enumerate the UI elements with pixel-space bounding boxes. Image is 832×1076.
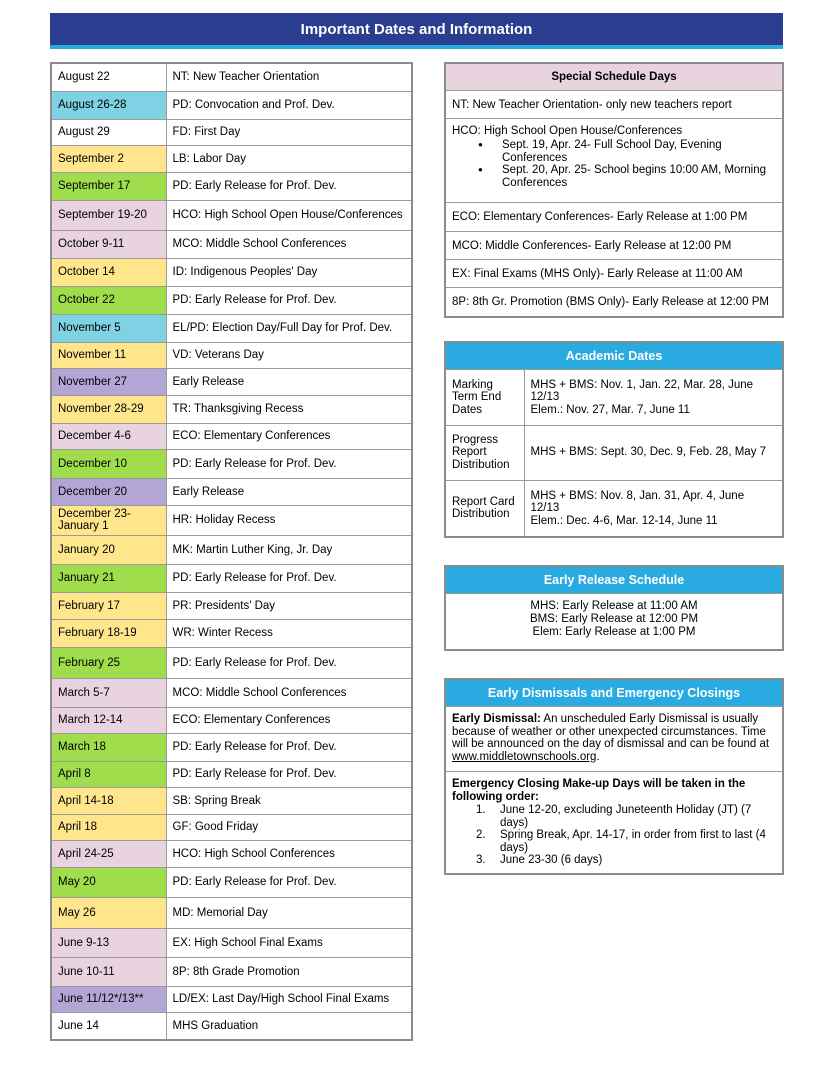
date-cell: February 17 [51, 592, 166, 619]
date-cell: February 18-19 [51, 619, 166, 647]
date-cell: October 9-11 [51, 230, 166, 258]
date-row [51, 761, 412, 787]
event-cell: TR: Thanksgiving Recess [166, 395, 412, 423]
date-cell: April 18 [51, 814, 166, 840]
academic-dates-table [446, 370, 782, 536]
date-cell: June 11/12*/13** [51, 986, 166, 1012]
date-row [51, 449, 412, 478]
academic-row-label: Marking Term End Dates [446, 370, 524, 425]
event-cell: ID: Indigenous Peoples' Day [166, 258, 412, 286]
date-row [51, 286, 412, 314]
date-row [51, 814, 412, 840]
date-cell: September 17 [51, 172, 166, 200]
makeup-days-item [452, 804, 778, 829]
date-row [51, 91, 412, 119]
makeup-days-list [452, 804, 778, 867]
early-dismissal-paragraph [452, 713, 778, 763]
event-cell: HCO: High School Conferences [166, 840, 412, 867]
event-cell: HCO: High School Open House/Conferences [166, 200, 412, 230]
event-cell: PD: Early Release for Prof. Dev. [166, 564, 412, 592]
event-cell: ECO: Elementary Conferences [166, 423, 412, 449]
special-hco-label: HCO: High School Open House/Conferences [452, 125, 683, 137]
makeup-days-item [452, 829, 778, 854]
special-nt: NT: New Teacher Orientation- only new teachers report [446, 91, 782, 119]
date-row [51, 647, 412, 678]
early-dismissals-panel [444, 678, 784, 875]
date-row [51, 423, 412, 449]
date-row [51, 707, 412, 733]
date-cell: August 29 [51, 119, 166, 145]
event-cell: MD: Memorial Day [166, 897, 412, 928]
early-dismissal-text: An unscheduled Early Dismissal is usually because of weather or other unexpected circumstances. Time will be announced on the day of dismissal and can be found at [452, 713, 770, 750]
event-cell: PD: Early Release for Prof. Dev. [166, 867, 412, 897]
date-row [51, 897, 412, 928]
page-title: Important Dates and Information [50, 13, 783, 45]
date-row [51, 1012, 412, 1040]
academic-row-value [524, 370, 782, 425]
date-cell: October 22 [51, 286, 166, 314]
date-cell: March 5-7 [51, 678, 166, 707]
makeup-days-item [452, 854, 778, 867]
date-cell: November 28-29 [51, 395, 166, 423]
makeup-days-number: 3. [476, 854, 486, 866]
event-cell: PD: Early Release for Prof. Dev. [166, 761, 412, 787]
date-row [51, 986, 412, 1012]
early-release-line: MHS: Early Release at 11:00 AM [530, 600, 698, 612]
event-cell: PR: Presidents' Day [166, 592, 412, 619]
academic-row-value [524, 425, 782, 480]
event-cell: FD: First Day [166, 119, 412, 145]
event-cell: EL/PD: Election Day/Full Day for Prof. Dev. [166, 314, 412, 342]
date-row [51, 564, 412, 592]
date-cell: December 10 [51, 449, 166, 478]
special-hco-bullet: ● Sept. 19, Apr. 24- Full School Day, Evening Conferences [452, 139, 776, 164]
event-cell: PD: Early Release for Prof. Dev. [166, 286, 412, 314]
event-cell: NT: New Teacher Orientation [166, 63, 412, 91]
makeup-days-number: 1. [476, 804, 486, 816]
date-cell: November 5 [51, 314, 166, 342]
event-cell: 8P: 8th Grade Promotion [166, 957, 412, 986]
date-cell: February 25 [51, 647, 166, 678]
academic-row-line: MHS + BMS: Sept. 30, Dec. 9, Feb. 28, May 7 [530, 446, 767, 459]
special-hco-bullet: ● Sept. 20, Apr. 25- School begins 10:00 AM, Morning Conferences [452, 164, 776, 189]
date-row [51, 787, 412, 814]
date-cell: September 2 [51, 145, 166, 172]
date-row [51, 200, 412, 230]
early-dismissal-label: Early Dismissal: [452, 713, 541, 725]
makeup-days-number: 2. [476, 829, 486, 841]
event-cell: Early Release [166, 478, 412, 505]
event-cell: ECO: Elementary Conferences [166, 707, 412, 733]
academic-row-line: Elem.: Nov. 27, Mar. 7, June 11 [530, 403, 690, 416]
special-8p: 8P: 8th Gr. Promotion (BMS Only)- Early Release at 12:00 PM [452, 296, 770, 308]
event-cell: MHS Graduation [166, 1012, 412, 1040]
special-hco-bullets [452, 139, 776, 189]
date-cell: May 20 [51, 867, 166, 897]
date-cell: April 8 [51, 761, 166, 787]
academic-dates-title: Academic Dates [446, 343, 782, 370]
event-cell: LB: Labor Day [166, 145, 412, 172]
header-accent-line [50, 45, 783, 49]
date-row [51, 619, 412, 647]
date-cell: March 18 [51, 733, 166, 761]
event-cell: WR: Winter Recess [166, 619, 412, 647]
early-release-lines [446, 594, 782, 649]
early-dismissals-body [446, 707, 782, 873]
event-cell: PD: Early Release for Prof. Dev. [166, 449, 412, 478]
academic-row-line: Elem.: Dec. 4-6, Mar. 12-14, June 11 [530, 514, 718, 527]
special-mco: MCO: Middle Conferences- Early Release at 12:00 PM [446, 232, 782, 260]
date-row [51, 592, 412, 619]
event-cell: PD: Early Release for Prof. Dev. [166, 172, 412, 200]
date-cell: April 14-18 [51, 787, 166, 814]
early-dismissal-period: . [596, 750, 600, 763]
special-eco: ECO: Elementary Conferences- Early Release at 1:00 PM [446, 203, 782, 232]
event-cell: MK: Martin Luther King, Jr. Day [166, 535, 412, 564]
event-cell: PD: Convocation and Prof. Dev. [166, 91, 412, 119]
date-row [51, 395, 412, 423]
special-schedule-title: Special Schedule Days [446, 64, 782, 91]
date-cell: October 14 [51, 258, 166, 286]
date-cell: August 22 [51, 63, 166, 91]
date-cell: December 4-6 [51, 423, 166, 449]
date-cell: April 24-25 [51, 840, 166, 867]
event-cell: SB: Spring Break [166, 787, 412, 814]
academic-row [446, 370, 782, 425]
date-cell: December 23- January 1 [51, 505, 166, 535]
makeup-days-text: June 12-20, excluding Juneteenth Holiday (JT) (7 days) [500, 804, 752, 829]
date-row [51, 342, 412, 368]
important-dates-table [50, 62, 413, 1041]
academic-dates-panel [444, 341, 784, 538]
event-cell: MCO: Middle School Conferences [166, 678, 412, 707]
early-release-line: BMS: Early Release at 12:00 PM [529, 613, 699, 625]
special-ex: EX: Final Exams (MHS Only)- Early Release at 11:00 AM [446, 260, 782, 288]
academic-row-value [524, 480, 782, 536]
page-header [50, 13, 783, 49]
date-cell: January 21 [51, 564, 166, 592]
date-row [51, 119, 412, 145]
date-cell: January 20 [51, 535, 166, 564]
early-release-panel [444, 565, 784, 651]
academic-row [446, 480, 782, 536]
special-schedule-panel [444, 62, 784, 318]
academic-row [446, 425, 782, 480]
academic-row-line: MHS + BMS: Nov. 8, Jan. 31, Apr. 4, June 12/13 [530, 489, 745, 514]
date-row [51, 535, 412, 564]
makeup-days-heading: Emergency Closing Make-up Days will be taken in the following order: [452, 778, 746, 803]
date-row [51, 314, 412, 342]
date-row [51, 145, 412, 172]
date-cell: June 10-11 [51, 957, 166, 986]
date-row [51, 172, 412, 200]
event-cell: VD: Veterans Day [166, 342, 412, 368]
makeup-days-text: June 23-30 (6 days) [500, 854, 603, 866]
date-row [51, 957, 412, 986]
early-release-line: Elem: Early Release at 1:00 PM [532, 626, 696, 638]
event-cell: PD: Early Release for Prof. Dev. [166, 733, 412, 761]
date-row [51, 258, 412, 286]
makeup-days-text: Spring Break, Apr. 14-17, in order from first to last (4 days) [500, 829, 766, 854]
event-cell: PD: Early Release for Prof. Dev. [166, 647, 412, 678]
academic-row-label: Report Card Distribution [446, 480, 524, 536]
event-cell: HR: Holiday Recess [166, 505, 412, 535]
divider [446, 771, 782, 772]
event-cell: MCO: Middle School Conferences [166, 230, 412, 258]
event-cell: LD/EX: Last Day/High School Final Exams [166, 986, 412, 1012]
date-cell: June 14 [51, 1012, 166, 1040]
early-dismissals-title: Early Dismissals and Emergency Closings [446, 680, 782, 707]
event-cell: Early Release [166, 368, 412, 395]
date-cell: August 26-28 [51, 91, 166, 119]
date-row [51, 478, 412, 505]
date-row [51, 230, 412, 258]
event-cell: GF: Good Friday [166, 814, 412, 840]
date-cell: November 11 [51, 342, 166, 368]
date-cell: June 9-13 [51, 928, 166, 957]
date-cell: March 12-14 [51, 707, 166, 733]
date-row [51, 368, 412, 395]
date-cell: September 19-20 [51, 200, 166, 230]
academic-row-label: Progress Report Distribution [446, 425, 524, 480]
date-cell: November 27 [51, 368, 166, 395]
date-row [51, 63, 412, 91]
special-hco [446, 119, 782, 203]
date-cell: May 26 [51, 897, 166, 928]
date-row [51, 733, 412, 761]
date-row [51, 505, 412, 535]
early-release-title: Early Release Schedule [446, 567, 782, 594]
school-website-link[interactable]: www.middletownschools.org [452, 750, 597, 763]
date-row [51, 678, 412, 707]
event-cell: EX: High School Final Exams [166, 928, 412, 957]
date-row [51, 867, 412, 897]
date-row [51, 928, 412, 957]
date-row [51, 840, 412, 867]
date-cell: December 20 [51, 478, 166, 505]
academic-row-line: MHS + BMS: Nov. 1, Jan. 22, Mar. 28, June 12/13 [530, 378, 754, 403]
